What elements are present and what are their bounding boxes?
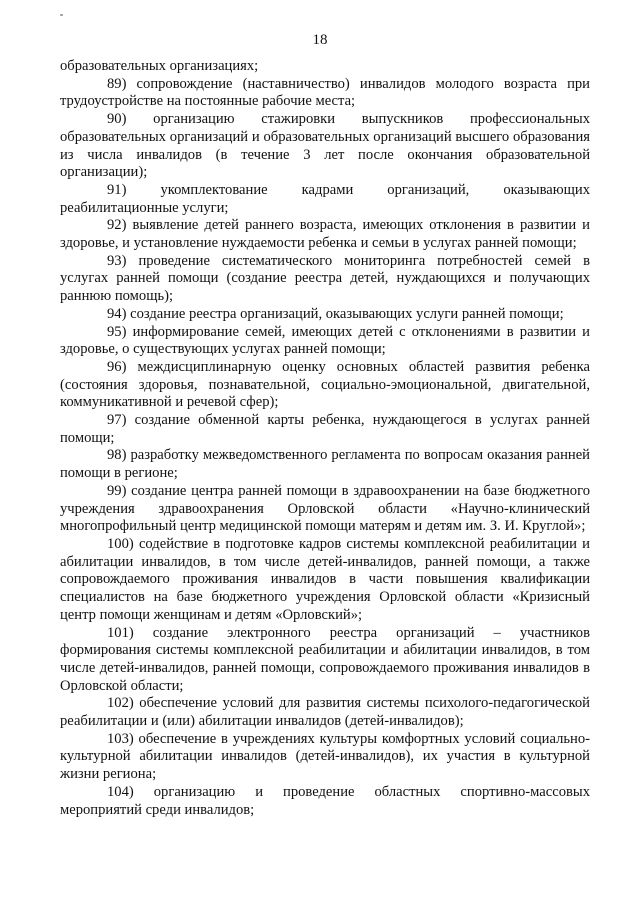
document-body xyxy=(60,58,590,819)
list-item-93: 93) проведение систематического мониторинга потребностей семей в услугах ранней помощи (создание реестра детей, нуждающихся и получающих раннюю помощь); xyxy=(60,252,590,305)
list-item-97: 97) создание обменной карты ребенка, нуждающегося в услугах ранней помощи; xyxy=(60,412,590,446)
list-item-104: 104) организацию и проведение областных спортивно-массовых мероприятий среди инвалидов; xyxy=(60,783,590,818)
list-item-102: 102) обеспечение условий для развития системы психолого-педагогической реабилитации и (или) абилитации инвалидов (детей-инвалидов); xyxy=(60,695,590,730)
list-item-98: 98) разработку межведомственного регламента по вопросам оказания ранней помощи в регионе; xyxy=(60,447,590,482)
list-item-92: 92) выявление детей раннего возраста, имеющих отклонения в развитии и здоровье, и установление нуждаемости ребенка и семьи в услугах ранней помощи; xyxy=(60,217,590,252)
list-item-95: 95) информирование семей, имеющих детей с отклонениями в развитии и здоровье, о существующих услугах ранней помощи; xyxy=(60,323,590,358)
list-item-103: 103) обеспечение в учреждениях культуры комфортных условий социально-культурной абилитации инвалидов (детей-инвалидов), их участия в культурной жизни региона; xyxy=(60,730,590,783)
paragraph-continuation: образовательных организациях; xyxy=(60,58,259,74)
scan-speck xyxy=(60,14,63,16)
list-item-94: 94) создание реестра организаций, оказывающих услуги ранней помощи; xyxy=(107,305,564,322)
list-item-89: 89) сопровождение (наставничество) инвалидов молодого возраста при трудоустройстве на постоянные рабочие места; xyxy=(60,75,590,110)
page-number: 18 xyxy=(312,32,328,48)
list-item-100: 100) содействие в подготовке кадров системы комплексной реабилитации и абилитации инвалидов, в том числе детей-инвалидов, ранней помощи, а также сопровождаемого проживания инвалидов в части повышения квалификации специалистов на базе бюджетного учреждения Орловской области «Кризисный центр помощи женщинам и детям «Орловский»; xyxy=(60,535,590,623)
list-item-91: 91) укомплектование кадрами организаций, оказывающих реабилитационные услуги; xyxy=(60,181,590,216)
list-item-99: 99) создание центра ранней помощи в здравоохранении на базе бюджетного учреждения здравоохранения Орловской области «Научно-клинический многопрофильный центр медицинской помощи матерям и детям им. З. И. Круглой»; xyxy=(60,482,590,535)
list-item-101: 101) создание электронного реестра организаций – участников формирования системы комплексной реабилитации и абилитации инвалидов, в том числе детей-инвалидов, ранней помощи, сопровождаемого проживания инвалидов в Орловской области; xyxy=(60,624,590,694)
list-item-96: 96) междисциплинарную оценку основных областей развития ребенка (состояния здоровья, познавательной, социально-эмоциональной, двигательной, коммуникативной и речевой сфер); xyxy=(60,358,590,411)
list-item-90: 90) организацию стажировки выпускников профессиональных образовательных организаций и образовательных организаций высшего образования из числа инвалидов (в течение 3 лет после окончания образовательной организации); xyxy=(60,111,590,181)
